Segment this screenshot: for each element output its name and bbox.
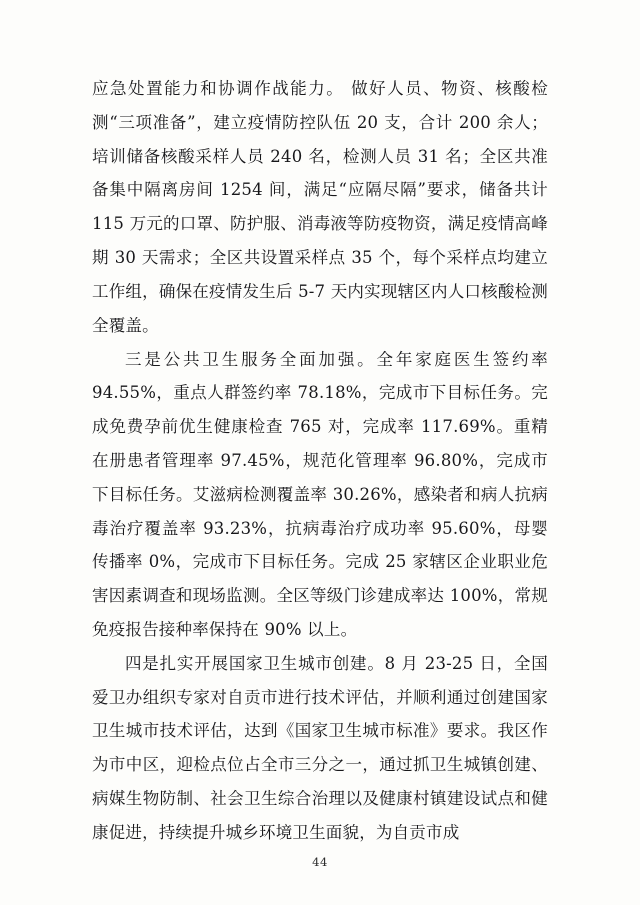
page-number: 44 xyxy=(312,855,328,869)
paragraph-2: 三是公共卫生服务全面加强。全年家庭医生签约率 94.55%，重点人群签约率 78.18%，完成市下目标任务。完成免费孕前优生健康检查 765 对，完成率 117.69%。重精在册患者管理率 97.45%，规范化管理率 96.80%，完成市下目标任务。艾滋病检测覆盖率 30.26%，感染者和病人抗病毒治疗覆盖率 93.23%，抗病毒治疗成功率 95.60%，母婴传播率 0%，完成市下目标任务。完成 25 家辖区企业职业危害因素调查和现场监测。全区等级门诊建成率达 100%，常规免疫报告接种率保持在 90% 以上。 xyxy=(92,349,548,639)
paragraph-3: 四是扎实开展国家卫生城市创建。8 月 23-25 日，全国爱卫办组织专家对自贡市进行技术评估，并顺利通过创建国家卫生城市技术评估，达到《国家卫生城市标准》要求。我区作为市中区，迎检点位占全市三分之一，通过抓卫生城镇创建、病媒生物防制、社会卫生综合治理以及健康村镇建设试点和健康促进，持续提升城乡环境卫生面貌，为自贡市成 xyxy=(92,653,548,842)
paragraph-1: 应急处置能力和协调作战能力。 做好人员、物资、核酸检测“三项准备”，建立疫情防控队伍 20 支，合计 200 余人；培训储备核酸采样人员 240 名，检测人员 31 名；全区共准备集中隔离房间 1254 间，满足“应隔尽隔”要求，储备共计 115 万元的口罩、防护服、消毒液等防疫物资，满足疫情高峰期 30 天需求；全区共设置采样点 35 个，每个采样点均建立工作组，确保在疫情发生后 5-7 天内实现辖区内人口核酸检测全覆盖。 xyxy=(92,79,548,335)
document-body xyxy=(92,72,548,850)
